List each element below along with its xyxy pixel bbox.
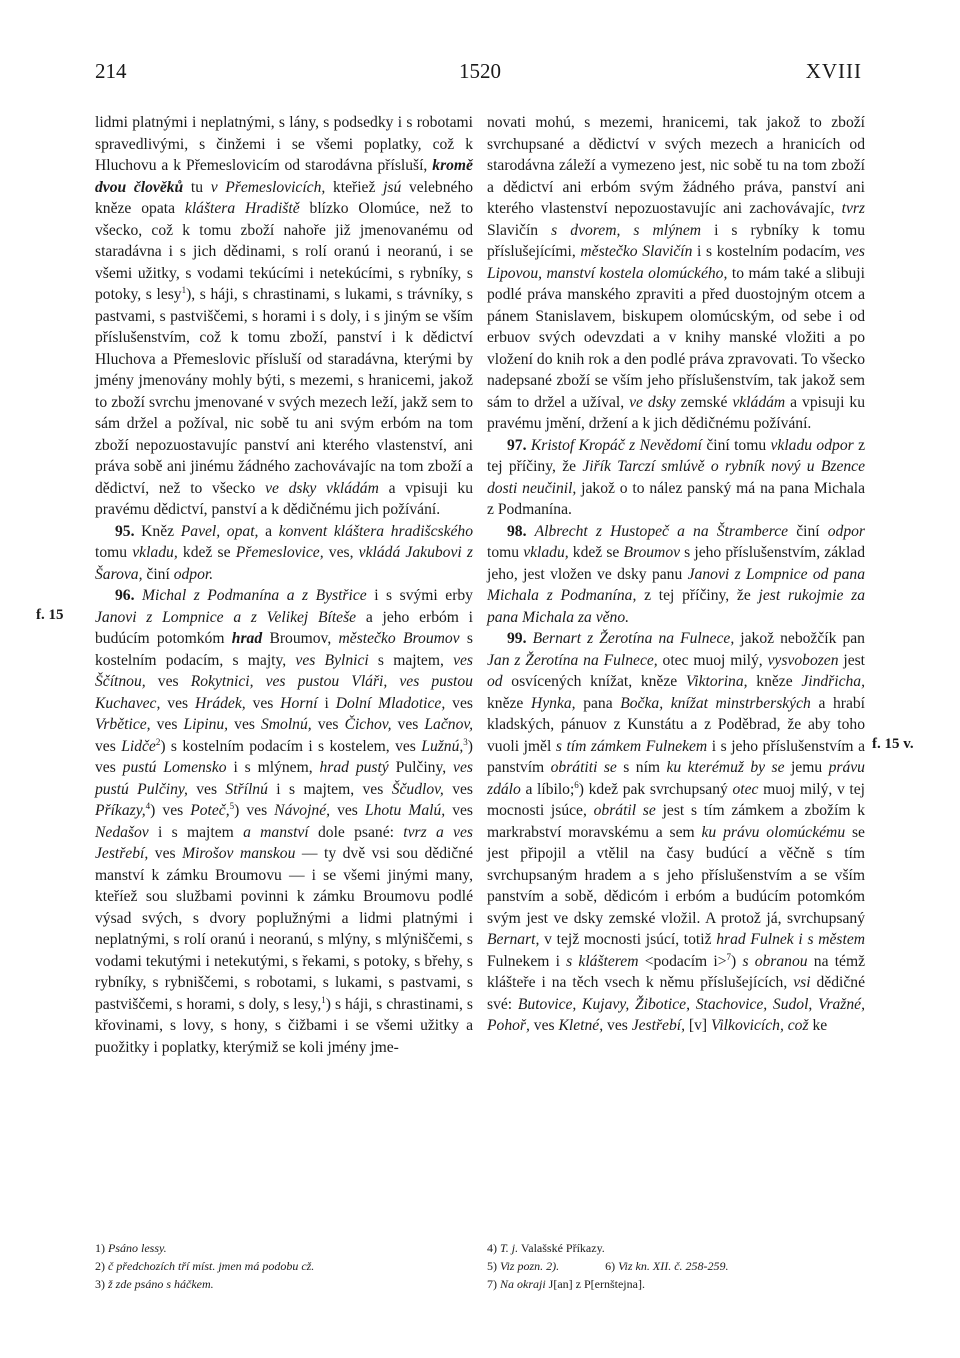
left-column bbox=[95, 112, 473, 1058]
footnote-4: 4) T. j. Valašské Příkazy. bbox=[487, 1241, 605, 1255]
footnote-5: 5) Viz pozn. 2). bbox=[487, 1259, 560, 1273]
footnote-6: 6) Viz kn. XII. č. 258-259. bbox=[605, 1259, 729, 1273]
footnote-1: 1) Psáno lessy. bbox=[95, 1241, 167, 1255]
entry-96: 96. Michal z Podmanína a z Bystřice i s svými erby Janovi z Lompnice a z Velikej Bíteše a jeho erbóm i budúcím potomkóm hrad Broumov, městečko Broumov s kostelním podacím, s majty, ves Bylnici s majtem, ves Ščítnou, ves Rokytnici, ves pustou Vláři, ves pustou Kuchavec, ves Hrádek, ves Horní i Dolní Mladotice, ves Vrbětice, ves Lipinu, ves Smolnú, ves Čichov, ves Lačnov, ves Lidče$^2$) s kostelním podacím i s kostelem, ves Lužnú,$^3$) ves pustú Lomensko i s mlýnem, hrad pustý Pulčiny, ves pustú Pulčiny, ves Střílnú i s majtem, ves Ščudlov, ves Příkazy,$^4$) ves Poteč,$^5$) ves Návojné, ves Lhotu Malú, ves Nedašov i s majtem a manství dole psané: tvrz a ves Jestřebí, ves Mirošov manskou — ty dvě vsi sou dědičné manství k zámku Broumovu — i se všemi jinými many, kteříež sou službami povinni k zámku Broumovu podlé výsad svých, s dvory poplužnými a lidmi platnými i neplatnými, s rolí oranú i neoranú, s mlýny, s mlýniščemi, s vodami tekutými i netekutými, s řekami, s potoky, s břehy, s rybníky, s rybniščemi, s robotami, s lukami, s pastvami, s pastviščemi, s horami, s doly, s lesy,$^1$) s háji, s chrastinami, s křovinami, s lovy, s hony, s čižbami i se všemi užitky a puožitky i poplatky, kterýmiž se koli jmény jme- bbox=[95, 587, 474, 1056]
footnote-3: 3) ž zde psáno s háčkem. bbox=[95, 1277, 214, 1291]
footnote-7: 7) Na okraji J[an] z P[ernštejna]. bbox=[487, 1277, 645, 1291]
footnote-5-6 bbox=[487, 1258, 865, 1275]
paragraph-continued: lidmi platnými i neplatnými, s lány, s podsedky i s robotami spravedlivými, s činžemi i se všemi poplatky, což k Hluchovu a k Přemeslovicím od starodávna přísluší, kromě dvou člověků tu v Přemeslovicích, kteřiež jsú velebného kněze opata kláštera Hradiště blízko Olomúce, než to všecko, což k tomu zboží nahoře již jmenovanému od staradávna i s jich dědinami, s rolí oranú i neoranú, i se všemi užitky, s vodami tekúcími i netekúcími, s rybníky, s potoky, s lesy$^1$), s háji, s chrastinami, s lukami, s trávníky, s pastvami, s pastviščemi, s horami i s doly, i s jiným se vším příslušenstvím, což k tomu zboží, panství i k dědictví Hluchova a Přemeslovic přísluší od staradávna, kterými by jmény jmenovány mohly býti, s mezemi, s hranicemi, jakož to zboží svrchu jmenované v svých mezech leží, jakž sem to sám držel a požíval, nic sobě tu ani svým erbóm na tom zboží nepozuostavujíc panství ani kterého vlastenství, ani práva sobě ani jinému žádného zachovávajíc na tom zboží a dědictví, než to všecko ve dsky vkládám a vpisuji ku pravému dědictví, panství a k dědičnému jich požívání. bbox=[95, 114, 474, 518]
right-column bbox=[487, 112, 865, 1037]
page-year: 1520 bbox=[459, 59, 501, 83]
paragraph-continued-right: novati mohú, s mezemi, hranicemi, tak jakož to zboží svrchupsané a dědictví v svých mezech a hranicích od starodávna záleží a vymezeno jest, nic sobě tu na tom zboží a dědictví ani erbóm svým žádného práva, panství ani kterého vlastenství nepozuostavujíc ani zachovávajíc, tvrz Slavičín s dvorem, s mlýnem i s rybníky k tomu příslušejícími, městečko Slavičín i s kostelním podacím, ves Lipovou, manství kostela olomúckého, to mám také a slibuji podlé práva manského zpraviti a před duostojným otcem a pánem Stanislavem, biskupem olomúcským, od sebe i od erbuov svých odevzdati a v knihy manské vložiti a po vložení do knih rok a den podlé práva zpravovati. To všecko nadepsané zboží se vším jeho příslušenstvím, tak jakož sem sám to držel a užíval, ve dsky zemské vkládám a vpisuji ku pravému jmění, držení a k jich dědičnému požívání. bbox=[487, 114, 866, 432]
margin-folio-note-verso: f. 15 v. bbox=[872, 736, 914, 752]
footnotes-left bbox=[95, 1240, 473, 1294]
entry-98: 98. Albrecht z Hustopeč a na Štramberce činí odpor tomu vkladu, kdež se Broumov s jeho příslušenstvím, základ jeho, jest vložen ve dsky panu Janovi z Lompnice od pana Michala z Podmanína, z tej příčiny, že jest rukojmie za pana Michala za věno. bbox=[487, 522, 866, 626]
footnote-2: 2) č předchozích tří míst. jmen má podobu cž. bbox=[95, 1259, 315, 1273]
volume-number: XVIII bbox=[805, 59, 862, 83]
page-number: 214 bbox=[95, 59, 127, 83]
margin-folio-note: f. 15 bbox=[36, 607, 64, 623]
entry-95: 95. Kněz Pavel, opat, a konvent kláštera hradišcského tomu vkladu, kdež se Přemeslovice, ves, vkládá Jakubovi z Šarova, činí odpor. bbox=[95, 522, 474, 583]
footnotes-right bbox=[487, 1240, 865, 1294]
entry-99: 99. Bernart z Žerotína na Fulnece, jakož nebožčík pan Jan z Žerotína na Fulnece, otec muoj milý, vysvobozen jest od osvícených knížat, kněze Viktorina, kněze Jindřicha, kněze Hynka, pana Bočka, knížat minstrberských a hrabí kladských, pánuov z Kunstátu a z Poděbrad, že aby toho vuoli jměl s tím zámkem Fulnekem i s jeho příslušenstvím a panstvím obrátiti se s ním ku kterémuž by se jemu právu zdálo a líbilo;$^6$) kdež pak svrchupsaný otec muoj milý, v tej mocnosti jsúce, obrátil se jest s tím zámkem a zbožím k markrabství moravskému a sem ku právu olomúckému se jest připojil a vtělil na časy budúcí a věčně s tím svrchupsaným hradem a s jeho příslušenstvím a se vším panstvím a sobě, dědicóm i erbóm a budúcím potomkóm svým jest ve dsky zemské vložil. A protož já, svrchupsaný Bernart, v tejž mocnosti jsúcí, totiž hrad Fulnek i s městem Fulnekem i s klášterem <podacím i>$^7$) s obranou na témž klášteře i na těch vsech k němu příslušejících, vsi dědičné své: Butovice, Kujavy, Žibotice, Stachovice, Sudol, Vražné, Pohoř, ves Kletné, ves Jestřebí, [v] Vilkovicích, což ke bbox=[487, 630, 866, 1034]
entry-97: 97. Kristof Kropáč z Nevědomí činí tomu vkladu odpor z tej příčiny, že Jiřík Tarczí smlúvě o rybník nový u Bzence dosti neučinil, jakož o to nález panský má na pana Michala z Podmanína. bbox=[487, 436, 866, 518]
